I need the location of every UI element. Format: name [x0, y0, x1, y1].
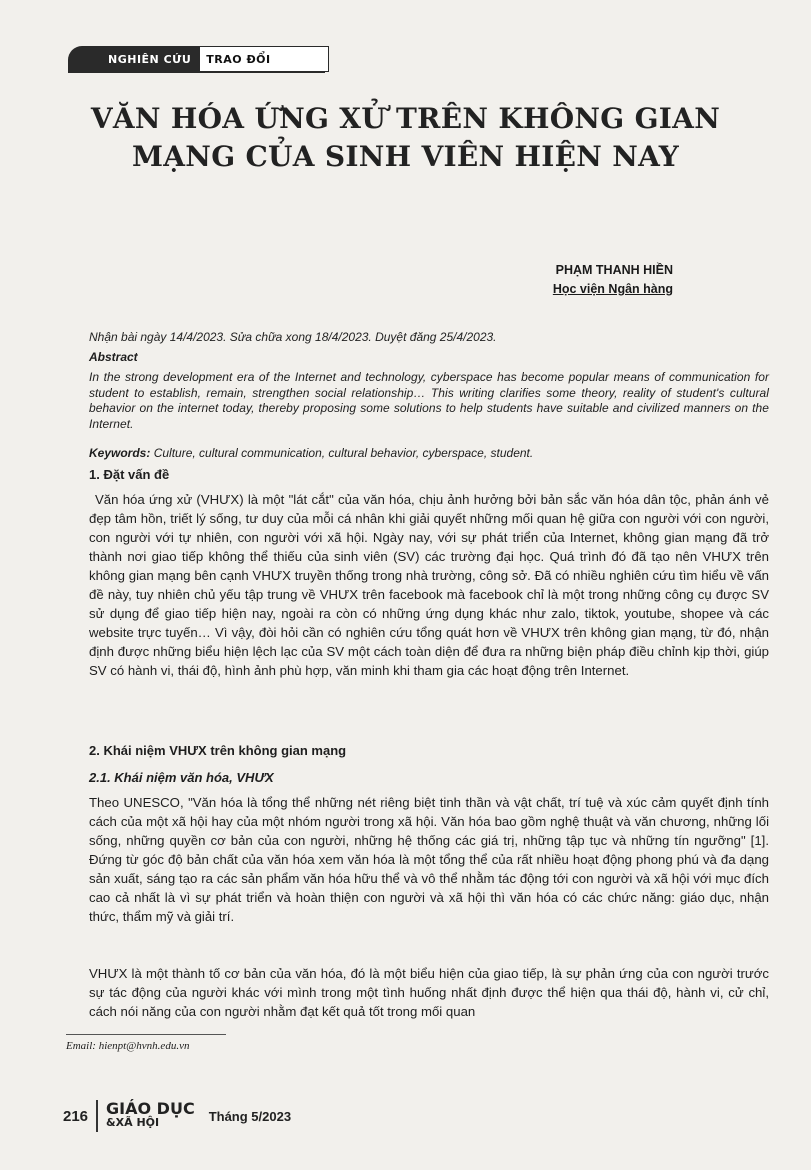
- section-2-1-paragraph-2: VHƯX là một thành tố cơ bản của văn hóa, đó là một biểu hiện của giao tiếp, là sự phản ứng của con người trước sự tác động của người khác với mình trong một tình huống nhất định được thể hiện qua thái độ, hành vi, cử chỉ, cách nói năng của con người nhằm đạt kết quả tốt trong mối quan: [89, 966, 769, 1019]
- keywords-text: Culture, cultural communication, cultural behavior, cyberspace, student.: [150, 446, 534, 460]
- section-tag: [68, 46, 329, 72]
- issue-date: Tháng 5/2023: [208, 1108, 292, 1124]
- article-title: VĂN HÓA ỨNG XỬ TRÊN KHÔNG GIAN MẠNG CỦA SINH VIÊN HIỆN NAY: [90, 102, 721, 173]
- page-footer: [63, 1098, 291, 1134]
- section-tag-research: NGHIÊN CỨU: [68, 46, 199, 72]
- section-2-1-paragraph-1: Theo UNESCO, "Văn hóa là tổng thể những nét riêng biệt tinh thần và vật chất, trí tuệ và xúc cảm quyết định tính cách của một xã hội hay của một nhóm người trong xã hội. Văn hóa bao gồm nghệ thuật và văn chương, những lối sống, những quyền cơ bản của con người, những hệ thống các giá trị, những tập tục và những tín ngưỡng" [1]. Đứng từ góc độ bản chất của văn hóa xem văn hóa là một tổng thể của rất nhiều hoạt động phong phú và đa dạng sản xuất, sáng tạo ra các sản phẩm văn hóa hữu thể và vô thể nhằm tác động tới con người và xã hội với mục đích cao cả nhất là vì sự phát triển và hoàn thiện con người và xã hội thì văn hóa có các chức năng: giáo dục, nhận thức, thẩm mỹ và giải trí.: [89, 795, 769, 924]
- journal-logo: [106, 1099, 195, 1130]
- keywords-label: Keywords:: [89, 446, 151, 460]
- footer-divider: [96, 1100, 98, 1132]
- section-2-heading: 2. Khái niệm VHƯX trên không gian mạng: [89, 743, 347, 758]
- page-number: 216: [63, 1107, 89, 1125]
- section-1-paragraph: Văn hóa ứng xử (VHƯX) là một "lát cắt" của văn hóa, chịu ảnh hưởng bởi bản sắc văn hóa dân tộc, phản ánh vẻ đẹp tâm hồn, triết lý sống, tư duy của mỗi cá nhân khi giải quyết những mối quan hệ giữa con người với con người, con người với tự nhiên, con người với xã hội. Ngày nay, với sự phát triển của Internet, không gian mạng đã trở thành nơi giao tiếp không thể thiếu của sinh viên (SV) các trường đại học. Quá trình đó đã tạo nên VHƯX trên không gian mạng bên cạnh VHƯX truyền thống trong nhà trường, công sở. Đã có nhiều nghiên cứu tìm hiểu về vấn đề này, tuy nhiên chủ yếu tập trung về VHƯX trên facebook mà facebook chỉ là một trong những công cụ được SV sử dụng để giao tiếp hiện nay, ngoài ra còn có những ứng dụng khác như zalo, tiktok, youtube, shopee và các website trực tuyến… Vì vậy, đòi hỏi cần có nghiên cứu tổng quát hơn về VHƯX trên không gian mạng, từ đó, nhận định được những biểu hiện lệch lạc của SV một cách toàn diện để đưa ra những biện pháp điều chỉnh kịp thời, giúp SV có hành vi, thái độ, hình ảnh phù hợp, văn minh khi tham gia các hoạt động trên Internet.: [89, 492, 769, 678]
- journal-logo-line2: &XÃ HỘI: [106, 1116, 160, 1129]
- author-email: Email: hienpt@hvnh.edu.vn: [66, 1040, 190, 1052]
- header-divider: [68, 72, 325, 73]
- section-1-heading: 1. Đặt vấn đề: [89, 467, 170, 482]
- abstract-heading: Abstract: [89, 350, 138, 364]
- author-name: PHẠM THANH HIỀN: [555, 263, 673, 277]
- journal-logo-line1: GIÁO DỤC: [106, 1099, 195, 1118]
- footnote-divider: [66, 1034, 226, 1035]
- section-tag-exchange: TRAO ĐỔI: [199, 46, 329, 72]
- section-2-1-heading: 2.1. Khái niệm văn hóa, VHƯX: [89, 770, 274, 785]
- author-block: [553, 261, 673, 299]
- author-institution: Học viện Ngân hàng: [552, 282, 673, 296]
- abstract-text: In the strong development era of the Internet and technology, cyberspace has become popular means of communication for student to establish, remain, strengthen social relationship… This writing clarifies some theory, reality of student's cultural behavior on the internet today, thereby proposing some solutions to help students have suitable and civilized manners on the Internet.: [89, 370, 769, 431]
- keywords: [89, 446, 769, 460]
- submission-dates: Nhận bài ngày 14/4/2023. Sửa chữa xong 18/4/2023. Duyệt đăng 25/4/2023.: [89, 330, 497, 344]
